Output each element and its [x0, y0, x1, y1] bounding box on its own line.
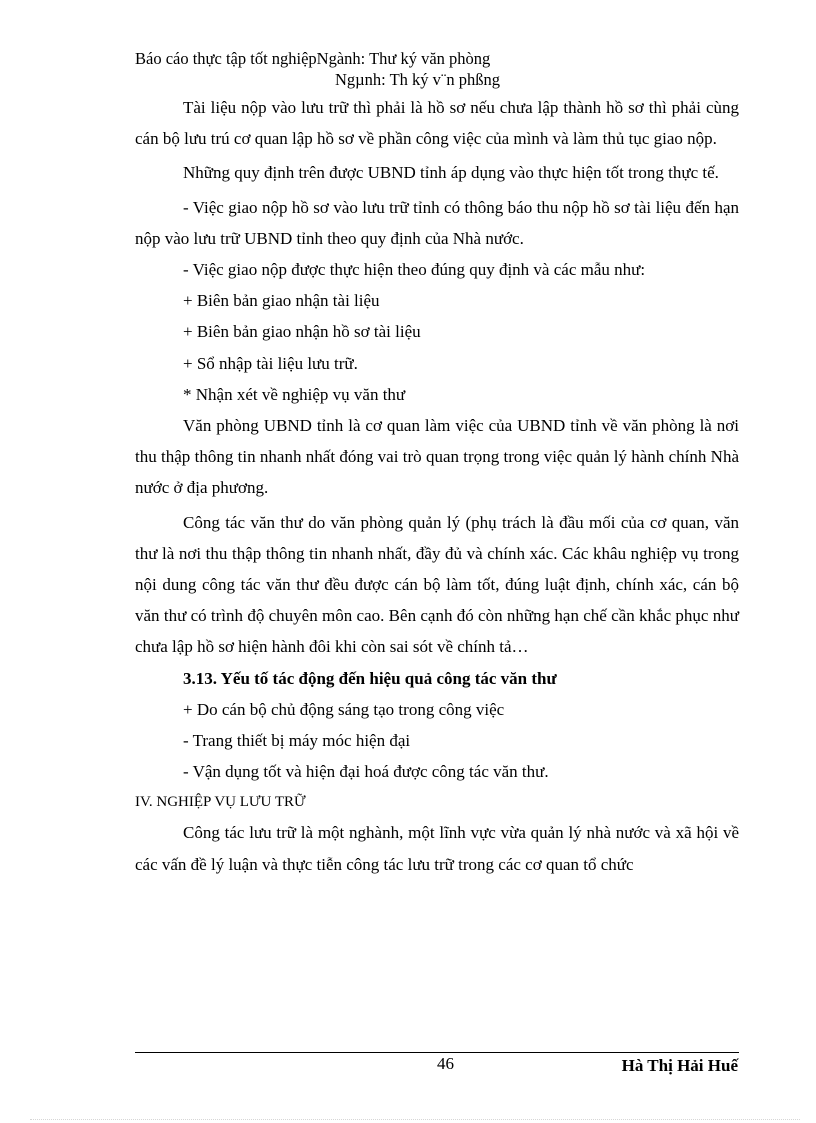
paragraph: Công tác lưu trữ là một nghành, một lĩnh vực vừa quản lý nhà nước và xã hội về các vấn đề lý luận và thực tiễn công tác lưu trữ trong các cơ quan tổ chức [135, 823, 739, 874]
paragraph: - Việc giao nộp hồ sơ vào lưu trữ tỉnh có thông báo thu nộp hồ sơ tài liệu đến hạn nộp vào lưu trữ UBND tỉnh theo quy định của Nhà nước. [135, 197, 739, 248]
section-heading: 3.13. Yếu tố tác động đến hiệu quả công tác văn thư [183, 668, 557, 688]
header-title: Báo cáo thực tập tốt nghiệpNgành: Thư ký văn phòng [135, 49, 491, 68]
chapter-heading: IV. NGHIỆP VỤ LƯU TRỮ [135, 794, 306, 811]
running-header [135, 48, 735, 90]
list-item: - Việc giao nộp được thực hiện theo đúng quy định và các mẫu như: [183, 260, 646, 280]
list-item: + Do cán bộ chủ động sáng tạo trong công việc [183, 699, 505, 719]
paragraph: Văn phòng UBND tỉnh là cơ quan làm việc của UBND tỉnh về văn phòng là nơi thu thập thông tin nhanh nhất đóng vai trò quan trọng trong việc quản lý hành chính Nhà nước ở địa phương. [135, 416, 739, 498]
list-item: - Trang thiết bị máy móc hiện đại [183, 731, 411, 751]
list-item: + Sổ nhập tài liệu lưu trữ. [183, 353, 358, 373]
paragraph: Những quy định trên được UBND tỉnh áp dụng vào thực hiện tốt trong thực tế. [183, 163, 719, 183]
footer-author: Hà Thị Hải Huế [621, 1056, 738, 1075]
document-body [135, 92, 739, 880]
paragraph: Công tác văn thư do văn phòng quản lý (phụ trách là đầu mối của cơ quan, văn thư là nơi thu thập thông tin nhanh nhất, đầy đủ và chính xác. Các khâu nghiệp vụ trong nội dung công tác văn thư đều được cán bộ làm tốt, đúng luật định, chính xác, cán bộ văn thư có trình độ chuyên môn cao. Bên cạnh đó còn những hạn chế cần khắc phục như chưa lập hồ sơ hiện hành đôi khi còn sai sót về chính tả… [135, 512, 739, 657]
list-item: * Nhận xét về nghiệp vụ văn thư [183, 384, 406, 404]
paragraph: Tài liệu nộp vào lưu trữ thì phải là hồ sơ nếu chưa lập thành hồ sơ thì phải cùng cán bộ lưu trú cơ quan lập hồ sơ về phần công việc của mình và làm thủ tục giao nộp. [135, 98, 739, 149]
page-number: 46 [437, 1054, 454, 1073]
list-item: - Vận dụng tốt và hiện đại hoá được công tác văn thư. [183, 762, 549, 782]
list-item: + Biên bản giao nhận hồ sơ tài liệu [183, 322, 421, 342]
header-duplicate-line: Ngµnh: Th ký v¨n phßng [335, 70, 501, 89]
page-bottom-border [30, 1119, 800, 1120]
footer-rule [135, 1052, 739, 1053]
list-item: + Biên bản giao nhận tài liệu [183, 291, 380, 311]
